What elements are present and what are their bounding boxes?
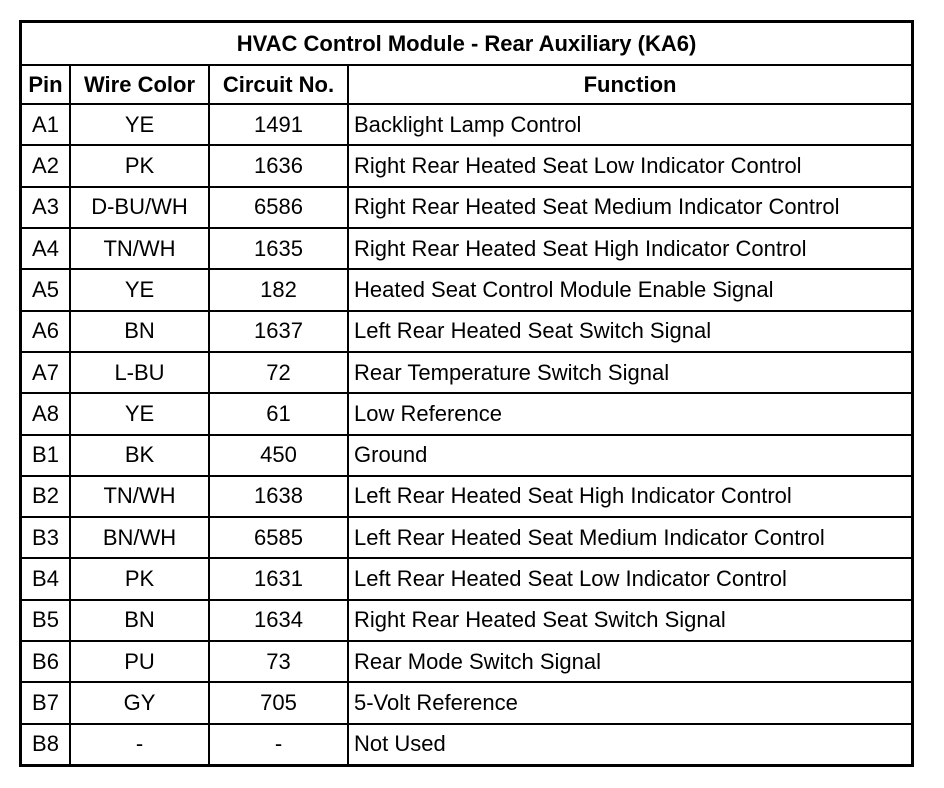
cell-function: Low Reference <box>348 393 911 434</box>
table-row <box>22 104 911 145</box>
cell-pin: B2 <box>22 476 70 517</box>
table-row <box>22 558 911 599</box>
cell-wire-color: YE <box>70 393 209 434</box>
cell-pin: B4 <box>22 558 70 599</box>
table-row <box>22 600 911 641</box>
table-row <box>22 187 911 228</box>
table-row <box>22 435 911 476</box>
table-title: HVAC Control Module - Rear Auxiliary (KA6) <box>22 23 911 65</box>
cell-circuit: - <box>209 724 348 764</box>
cell-circuit: 1491 <box>209 104 348 145</box>
cell-wire-color: BN <box>70 311 209 352</box>
cell-function: 5-Volt Reference <box>348 682 911 723</box>
table-row <box>22 352 911 393</box>
cell-circuit: 61 <box>209 393 348 434</box>
cell-pin: A3 <box>22 187 70 228</box>
cell-function: Backlight Lamp Control <box>348 104 911 145</box>
cell-function: Left Rear Heated Seat Medium Indicator Control <box>348 517 911 558</box>
cell-pin: A2 <box>22 145 70 186</box>
pinout-table <box>22 23 911 764</box>
cell-function: Left Rear Heated Seat High Indicator Control <box>348 476 911 517</box>
cell-function: Left Rear Heated Seat Low Indicator Control <box>348 558 911 599</box>
cell-function: Rear Mode Switch Signal <box>348 641 911 682</box>
table-header-row <box>22 65 911 104</box>
header-pin: Pin <box>22 65 70 104</box>
cell-pin: B3 <box>22 517 70 558</box>
cell-pin: A6 <box>22 311 70 352</box>
cell-wire-color: D-BU/WH <box>70 187 209 228</box>
cell-pin: A7 <box>22 352 70 393</box>
cell-pin: B5 <box>22 600 70 641</box>
cell-circuit: 450 <box>209 435 348 476</box>
cell-wire-color: L-BU <box>70 352 209 393</box>
cell-circuit: 705 <box>209 682 348 723</box>
cell-wire-color: - <box>70 724 209 764</box>
cell-circuit: 1634 <box>209 600 348 641</box>
cell-function: Right Rear Heated Seat High Indicator Control <box>348 228 911 269</box>
cell-circuit: 73 <box>209 641 348 682</box>
cell-function: Left Rear Heated Seat Switch Signal <box>348 311 911 352</box>
cell-function: Heated Seat Control Module Enable Signal <box>348 269 911 310</box>
cell-wire-color: BK <box>70 435 209 476</box>
cell-wire-color: TN/WH <box>70 476 209 517</box>
cell-pin: B6 <box>22 641 70 682</box>
cell-wire-color: BN <box>70 600 209 641</box>
table-row <box>22 228 911 269</box>
header-wire-color: Wire Color <box>70 65 209 104</box>
cell-pin: B8 <box>22 724 70 764</box>
table-row <box>22 393 911 434</box>
cell-function: Rear Temperature Switch Signal <box>348 352 911 393</box>
cell-circuit: 182 <box>209 269 348 310</box>
cell-wire-color: PK <box>70 145 209 186</box>
cell-circuit: 1635 <box>209 228 348 269</box>
cell-pin: A1 <box>22 104 70 145</box>
cell-pin: A4 <box>22 228 70 269</box>
cell-wire-color: YE <box>70 269 209 310</box>
table-row <box>22 269 911 310</box>
cell-function: Ground <box>348 435 911 476</box>
header-circuit: Circuit No. <box>209 65 348 104</box>
cell-wire-color: PU <box>70 641 209 682</box>
cell-pin: A8 <box>22 393 70 434</box>
cell-function: Right Rear Heated Seat Medium Indicator Control <box>348 187 911 228</box>
cell-function: Not Used <box>348 724 911 764</box>
table-row <box>22 724 911 764</box>
cell-wire-color: YE <box>70 104 209 145</box>
table-row <box>22 517 911 558</box>
table-row <box>22 682 911 723</box>
table-title-row <box>22 23 911 65</box>
cell-circuit: 1637 <box>209 311 348 352</box>
cell-pin: B7 <box>22 682 70 723</box>
cell-wire-color: BN/WH <box>70 517 209 558</box>
cell-wire-color: GY <box>70 682 209 723</box>
cell-circuit: 1631 <box>209 558 348 599</box>
cell-wire-color: TN/WH <box>70 228 209 269</box>
cell-wire-color: PK <box>70 558 209 599</box>
table-row <box>22 311 911 352</box>
cell-pin: A5 <box>22 269 70 310</box>
cell-circuit: 72 <box>209 352 348 393</box>
cell-circuit: 1636 <box>209 145 348 186</box>
header-function: Function <box>348 65 911 104</box>
cell-circuit: 6586 <box>209 187 348 228</box>
cell-pin: B1 <box>22 435 70 476</box>
connector-pinout-table <box>19 20 914 767</box>
cell-circuit: 1638 <box>209 476 348 517</box>
cell-function: Right Rear Heated Seat Switch Signal <box>348 600 911 641</box>
table-row <box>22 476 911 517</box>
cell-circuit: 6585 <box>209 517 348 558</box>
cell-function: Right Rear Heated Seat Low Indicator Control <box>348 145 911 186</box>
table-row <box>22 641 911 682</box>
table-row <box>22 145 911 186</box>
